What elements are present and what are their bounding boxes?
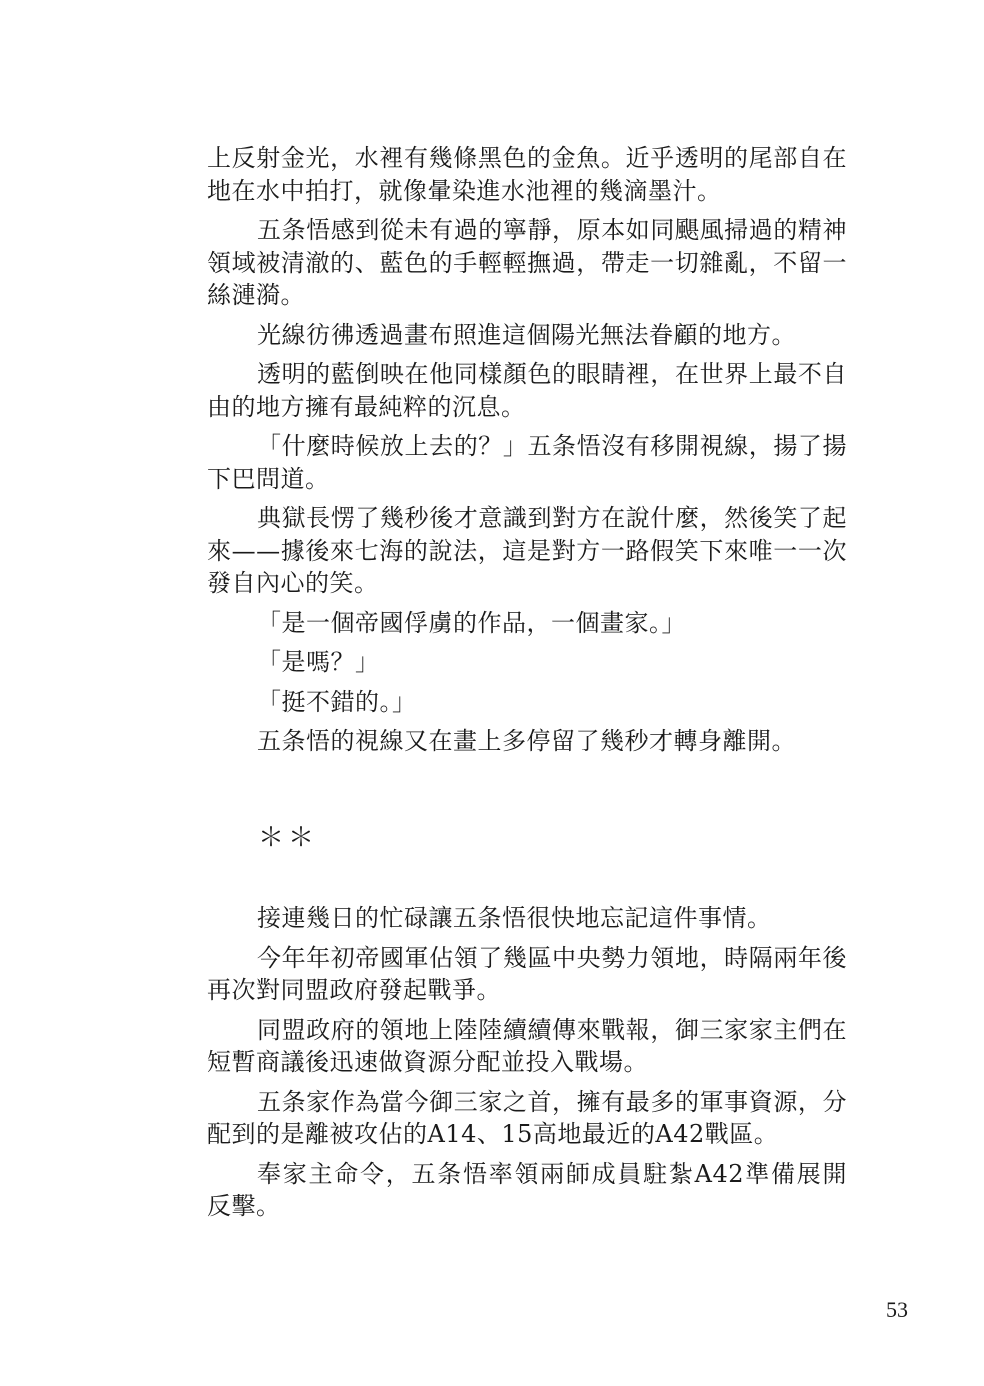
text-line: 接連幾日的忙碌讓五条悟很快地忘記這件事情。 — [257, 904, 772, 932]
text-line: 五条悟感到從未有過的寧靜，原本如同颶風掃過的精神 — [257, 216, 847, 244]
text-line: 來——據後來七海的說法，這是對方一路假笑下來唯一一次 — [207, 536, 847, 565]
text-line: 發自內心的笑。 — [207, 569, 379, 597]
text-line: 今年年初帝國軍佔領了幾區中央勢力領地，時隔兩年後 — [257, 943, 847, 972]
text-line: 反擊。 — [207, 1192, 281, 1220]
text-line: 領域被清澈的、藍色的手輕輕撫過，帶走一切雜亂，不留一 — [207, 248, 847, 277]
text-line: 奉家主命令，五条悟率領兩師成員駐紮A42準備展開 — [257, 1159, 847, 1188]
dialogue-line: 「是一個帝國俘虜的作品，一個畫家。」 — [257, 608, 686, 637]
text-line: 下巴問道。 — [207, 464, 330, 493]
body-text-bottom — [207, 902, 847, 1223]
text-line: 短暫商議後迅速做資源分配並投入戰場。 — [207, 1048, 648, 1076]
text-line: 「什麼時候放上去的？」五条悟沒有移開視線，揚了揚 — [257, 432, 847, 460]
dialogue-line: 「挺不錯的。」 — [257, 687, 417, 716]
text-line: 地在水中拍打，就像暈染進水池裡的幾滴墨汁。 — [207, 176, 722, 205]
text-line: 五条悟的視線又在畫上多停留了幾秒才轉身離開。 — [257, 727, 796, 755]
text-line: 典獄長愣了幾秒後才意識到對方在說什麼，然後笑了起 — [257, 504, 847, 532]
text-line: 五条家作為當今御三家之首，擁有最多的軍事資源，分 — [257, 1087, 847, 1116]
text-line: 由的地方擁有最純粹的沉息。 — [207, 392, 526, 421]
body-text-top — [207, 142, 847, 758]
page-number: 53 — [886, 1297, 908, 1322]
text-line: 透明的藍倒映在他同樣顏色的眼睛裡，在世界上最不自 — [257, 360, 847, 388]
section-separator: ＊＊ — [258, 823, 319, 853]
text-line: 配到的是離被攻佔的A14、15高地最近的A42戰區。 — [207, 1120, 779, 1148]
text-line: 上反射金光，水裡有幾條黑色的金魚。近乎透明的尾部自在 — [207, 144, 847, 172]
text-line: 光線彷彿透過畫布照進這個陽光無法眷顧的地方。 — [257, 320, 796, 349]
text-line: 同盟政府的領地上陸陸續續傳來戰報，御三家家主們在 — [257, 1015, 847, 1044]
dialogue-line: 「是嗎？」 — [257, 648, 380, 676]
text-line: 絲漣漪。 — [207, 281, 305, 309]
text-line: 再次對同盟政府發起戰爭。 — [207, 976, 501, 1004]
